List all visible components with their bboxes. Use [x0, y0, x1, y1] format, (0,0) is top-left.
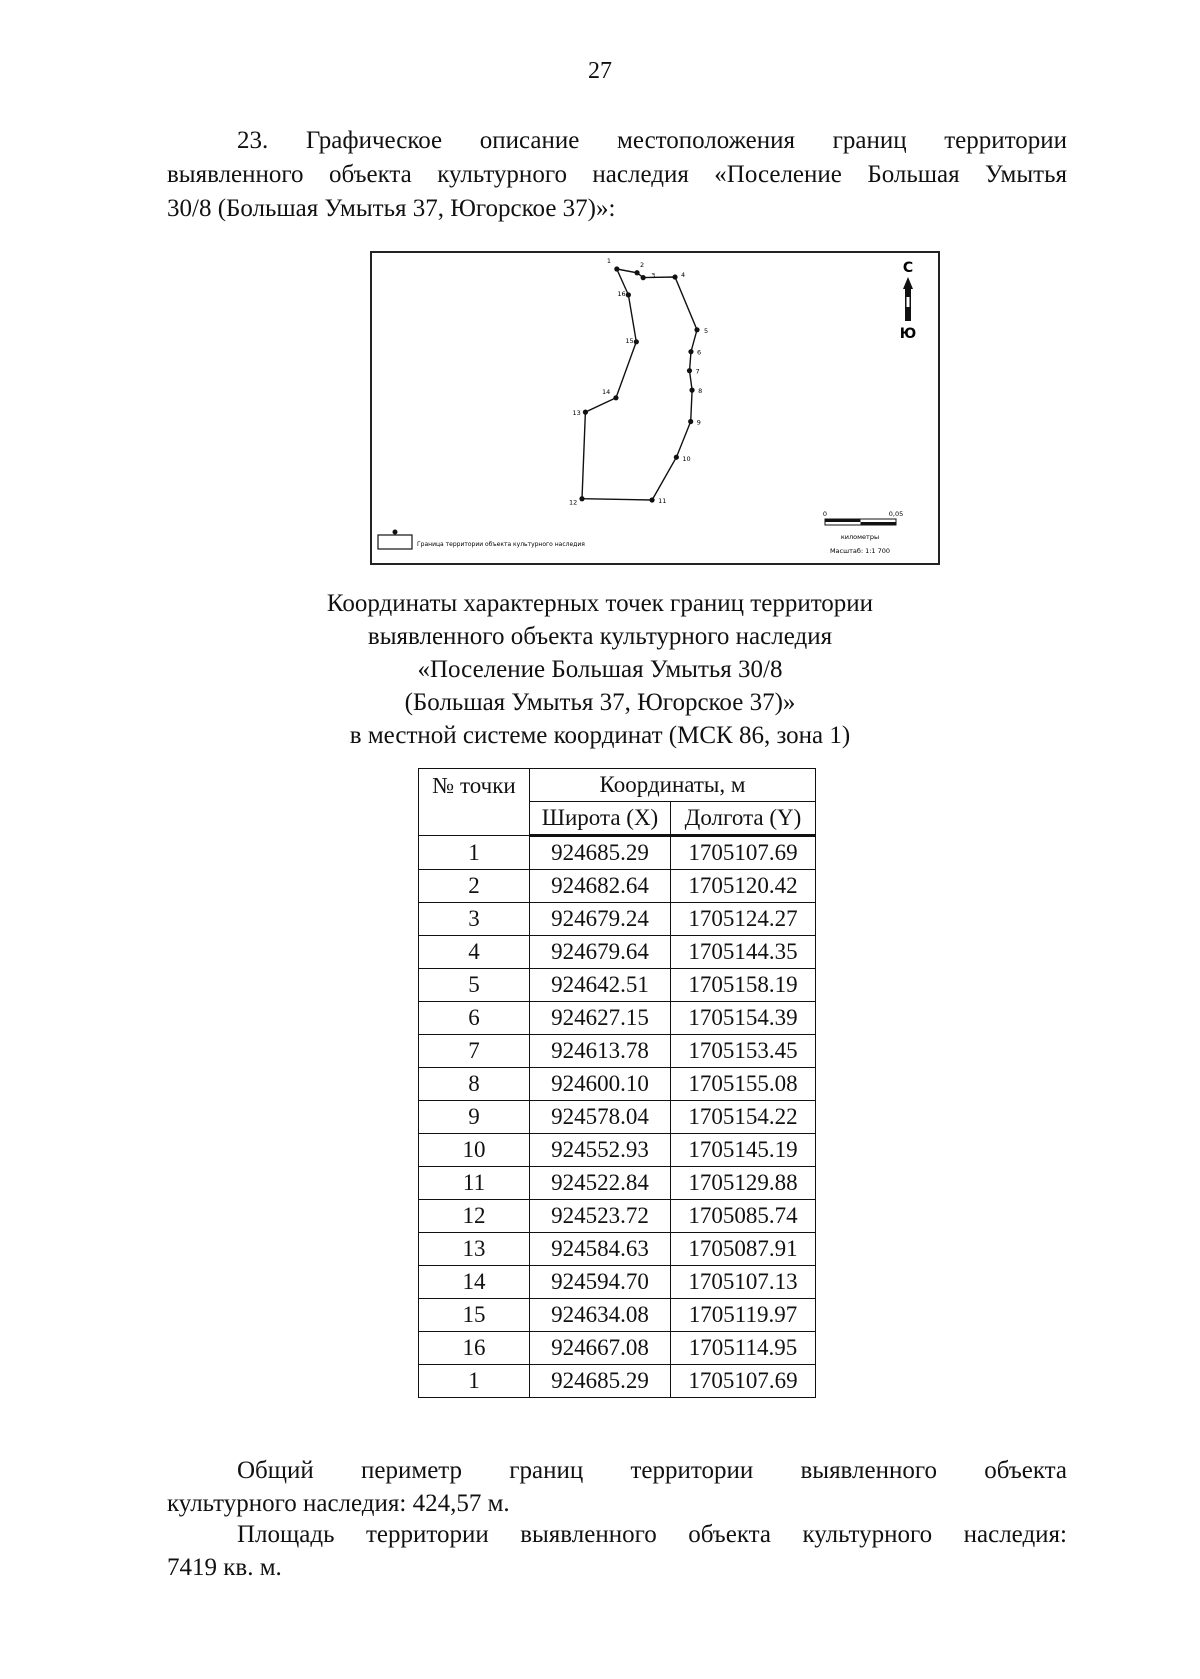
boundary-point-label: 4	[681, 271, 686, 280]
longitude-cell: 1705119.97	[671, 1299, 816, 1332]
caption-line-3: «Поселение Большая Умытья 30/8	[417, 656, 783, 683]
point-number-cell: 1	[419, 1365, 530, 1398]
table-row	[419, 903, 816, 936]
longitude-cell: 1705124.27	[671, 903, 816, 936]
table-row	[419, 1266, 816, 1299]
latitude-cell: 924679.24	[530, 903, 671, 936]
table-row	[419, 1002, 816, 1035]
boundary-point-label: 9	[696, 418, 701, 427]
latitude-cell: 924600.10	[530, 1068, 671, 1101]
boundary-point-label: 16	[617, 289, 626, 298]
boundary-point-label: 6	[696, 348, 702, 357]
caption-line-5: в местной системе координат (МСК 86, зона 1)	[349, 722, 851, 749]
latitude-cell: 924642.51	[530, 969, 671, 1002]
point-number-cell: 12	[419, 1200, 530, 1233]
latitude-cell: 924613.78	[530, 1035, 671, 1068]
longitude-cell: 1705107.69	[671, 1365, 816, 1398]
perimeter-line-2: культурного наследия: 424,57 м.	[167, 1490, 510, 1517]
table-row	[419, 1134, 816, 1167]
longitude-cell: 1705107.69	[671, 836, 816, 870]
legend-boundary-swatch	[378, 535, 412, 549]
latitude-cell: 924685.29	[530, 1365, 671, 1398]
point-number-cell: 11	[419, 1167, 530, 1200]
boundary-point-label: 10	[682, 455, 691, 464]
point-number-cell: 8	[419, 1068, 530, 1101]
point-number-cell: 9	[419, 1101, 530, 1134]
point-number-cell: 10	[419, 1134, 530, 1167]
north-arrow-icon	[900, 260, 916, 342]
boundary-point-label: 11	[658, 497, 667, 505]
boundary-point-marker	[694, 327, 699, 332]
table-row	[419, 969, 816, 1002]
point-number-cell: 14	[419, 1266, 530, 1299]
section-heading	[167, 124, 1067, 226]
map-legend	[378, 530, 585, 550]
table-row	[419, 1101, 816, 1134]
table-row	[419, 1035, 816, 1068]
boundary-point-marker	[689, 388, 694, 393]
point-number-cell: 2	[419, 870, 530, 903]
page-number: 27	[588, 58, 612, 84]
boundary-point-label: 7	[695, 367, 700, 376]
coordinates-caption	[0, 587, 1200, 752]
boundary-layer	[569, 257, 708, 507]
boundary-point-marker	[688, 349, 693, 354]
boundary-point-marker	[687, 368, 692, 373]
boundary-point-marker	[579, 496, 584, 501]
heading-line-3: 30/8 (Большая Умытья 37, Югорское 37)»:	[167, 195, 616, 222]
perimeter-paragraph	[167, 1454, 1067, 1520]
caption-line-1: Координаты характерных точек границ территории	[326, 590, 874, 617]
table-row	[419, 1167, 816, 1200]
boundary-point-marker	[641, 275, 646, 280]
boundary-point-marker	[613, 395, 618, 400]
scale-unit-label: километры	[840, 533, 880, 541]
boundary-point-marker	[674, 455, 679, 460]
latitude-cell: 924667.08	[530, 1332, 671, 1365]
caption-line-4: (Большая Умытья 37, Югорское 37)»	[404, 689, 796, 716]
longitude-cell: 1705114.95	[671, 1332, 816, 1365]
boundary-map-canvas	[372, 253, 938, 563]
boundary-point-marker	[634, 339, 639, 344]
longitude-cell: 1705155.08	[671, 1068, 816, 1101]
table-row	[419, 936, 816, 969]
heading-line-2: выявленного объекта культурного наследия «Поселение Большая Умытья	[167, 161, 1067, 188]
area-paragraph	[167, 1518, 1067, 1584]
table-row	[419, 1332, 816, 1365]
boundary-map	[370, 251, 940, 565]
table-row	[419, 1365, 816, 1398]
latitude-cell: 924522.84	[530, 1167, 671, 1200]
latitude-cell: 924578.04	[530, 1101, 671, 1134]
scale-zero-label: 0	[822, 510, 828, 518]
table-row	[419, 836, 816, 870]
boundary-point-label: 8	[698, 387, 703, 396]
longitude-cell: 1705085.74	[671, 1200, 816, 1233]
longitude-cell: 1705107.13	[671, 1266, 816, 1299]
boundary-point-label: 2	[640, 260, 645, 269]
compass-north-label: С	[902, 260, 914, 276]
table-row	[419, 1299, 816, 1332]
table-row	[419, 1200, 816, 1233]
latitude-cell: 924634.08	[530, 1299, 671, 1332]
longitude-cell: 1705145.19	[671, 1134, 816, 1167]
table-row	[419, 870, 816, 903]
boundary-point-marker	[583, 410, 588, 415]
point-number-cell: 6	[419, 1002, 530, 1035]
boundary-line	[582, 269, 700, 500]
area-line-2: 7419 кв. м.	[167, 1554, 282, 1581]
latitude-cell: 924552.93	[530, 1134, 671, 1167]
point-number-cell: 16	[419, 1332, 530, 1365]
boundary-point-marker	[614, 266, 619, 271]
boundary-point-label: 3	[651, 271, 656, 280]
legend-label: Граница территории объекта культурного наследия	[417, 541, 585, 548]
latitude-cell: 924679.64	[530, 936, 671, 969]
longitude-cell: 1705154.39	[671, 1002, 816, 1035]
point-number-cell: 1	[419, 836, 530, 870]
boundary-point-marker	[672, 274, 677, 279]
boundary-point-marker	[626, 292, 631, 297]
boundary-point-marker	[688, 419, 693, 424]
boundary-point-label: 1	[606, 257, 611, 265]
scale-max-label: 0,05	[888, 510, 904, 518]
boundary-point-label: 14	[601, 387, 611, 396]
latitude-cell: 924627.15	[530, 1002, 671, 1035]
longitude-cell: 1705144.35	[671, 936, 816, 969]
coordinates-table	[418, 768, 816, 1398]
column-header-point: № точки	[419, 769, 530, 836]
latitude-cell: 924594.70	[530, 1266, 671, 1299]
coordinates-table-body	[419, 836, 816, 1398]
latitude-cell: 924523.72	[530, 1200, 671, 1233]
scale-bar	[823, 510, 903, 555]
boundary-point-label: 13	[572, 409, 581, 418]
table-row	[419, 1233, 816, 1266]
column-header-coords: Координаты, м	[530, 769, 816, 802]
point-number-cell: 13	[419, 1233, 530, 1266]
longitude-cell: 1705158.19	[671, 969, 816, 1002]
longitude-cell: 1705153.45	[671, 1035, 816, 1068]
latitude-cell: 924584.63	[530, 1233, 671, 1266]
point-number-cell: 4	[419, 936, 530, 969]
longitude-cell: 1705129.88	[671, 1167, 816, 1200]
boundary-point-label: 5	[704, 326, 709, 335]
boundary-point-marker	[634, 270, 639, 275]
latitude-cell: 924682.64	[530, 870, 671, 903]
longitude-cell: 1705087.91	[671, 1233, 816, 1266]
column-header-lat: Широта (X)	[530, 802, 671, 836]
longitude-cell: 1705120.42	[671, 870, 816, 903]
longitude-cell: 1705154.22	[671, 1101, 816, 1134]
point-number-cell: 7	[419, 1035, 530, 1068]
compass-south-label: Ю	[899, 326, 917, 342]
boundary-point-label: 12	[569, 498, 578, 507]
point-number-cell: 3	[419, 903, 530, 936]
caption-line-2: выявленного объекта культурного наследия	[367, 623, 833, 650]
table-row	[419, 1068, 816, 1101]
scale-ratio-label: Масштаб: 1:1 700	[829, 547, 891, 555]
area-line-1: Площадь территории выявленного объекта культурного наследия:	[237, 1521, 1067, 1548]
boundary-point-label: 15	[625, 336, 634, 345]
point-number-cell: 5	[419, 969, 530, 1002]
column-header-lon: Долгота (Y)	[671, 802, 816, 836]
latitude-cell: 924685.29	[530, 836, 671, 870]
boundary-point-marker	[649, 497, 654, 502]
point-number-cell: 15	[419, 1299, 530, 1332]
perimeter-line-1: Общий периметр границ территории выявленного объекта	[237, 1457, 1067, 1484]
heading-line-1: 23. Графическое описание местоположения границ территории	[237, 127, 1067, 154]
